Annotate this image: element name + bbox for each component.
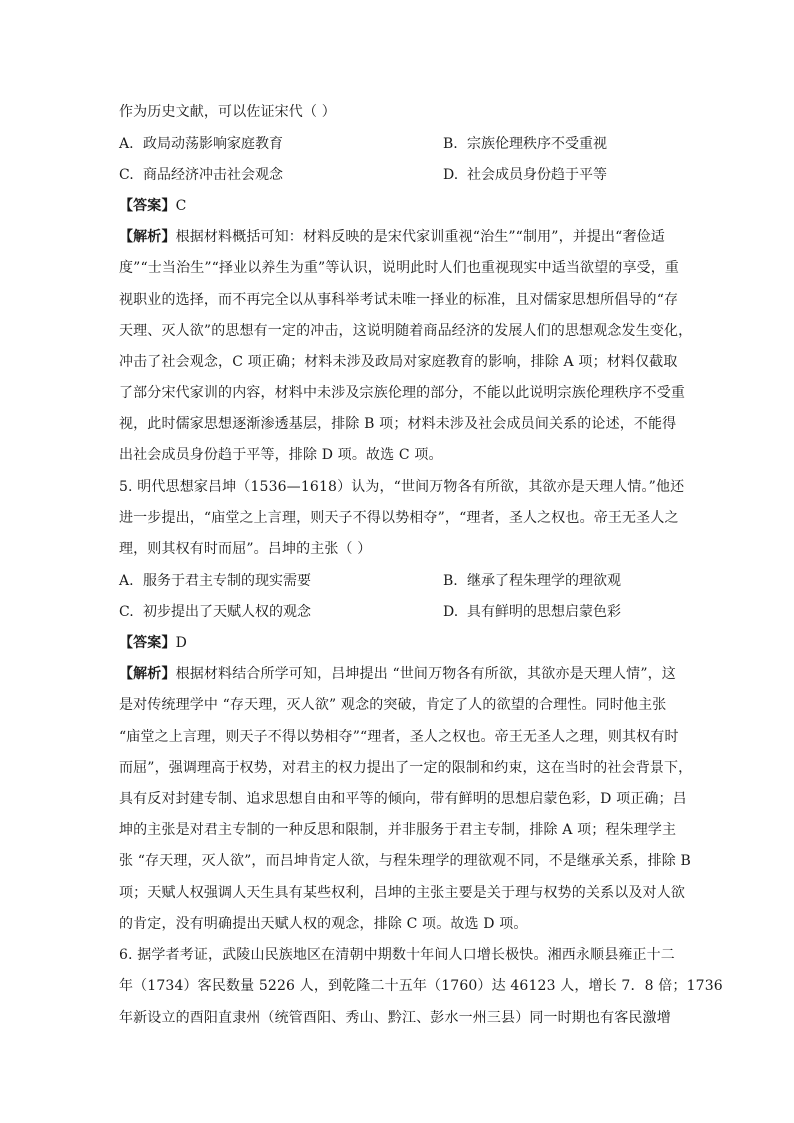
q5-analysis-line-7: 张 “存天理，灭人欲”，而吕坤肯定人欲，与程朱理学的理欲观不同，不是继承关系，排除 B [119, 853, 691, 869]
option-text: 社会成员身份趋于平等 [467, 167, 607, 183]
q4-answer [119, 197, 186, 215]
option-text: 服务于君主专制的现实需要 [143, 573, 311, 589]
option-letter: A. [119, 136, 134, 152]
option-letter: D. [443, 604, 459, 620]
q4-analysis-line-6: 了部分宋代家训的内容，材料中未涉及宗族伦理的部分，不能以此说明宗族伦理秩序不受重 [119, 385, 685, 401]
q5-option-d[interactable] [443, 603, 621, 621]
q5-analysis-line-2: 是对传统理学中 “存天理，灭人欲” 观念的突破，肯定了人的欲望的合理性。同时他主张 [119, 697, 667, 713]
q4-analysis-line-1 [119, 228, 665, 246]
q6-stem-line-1: 6. 据学者考证，武陵山民族地区在清朝中期数十年间人口增长极快。湘西永顺县雍正十二 [119, 947, 675, 963]
option-letter: D. [443, 167, 459, 183]
q5-stem-line-3: 理，则其权有时而屈”。吕坤的主张（ ） [119, 541, 372, 557]
q5-analysis-line-9: 的肯定，没有明确提出天赋人权的观念，排除 C 项。故选 D 项。 [119, 916, 528, 932]
q5-option-b[interactable] [443, 572, 621, 590]
q5-analysis-line-5: 具有反对封建专制、追求思想自由和平等的倾向，带有鲜明的思想启蒙色彩，D 项正确；吕 [119, 791, 687, 807]
q4-analysis-line-5: 冲击了社会观念，C 项正确；材料未涉及政局对家庭教育的影响，排除 A 项；材料仅截取 [119, 354, 678, 370]
option-letter: C. [119, 604, 134, 620]
option-text: 初步提出了天赋人权的观念 [143, 604, 311, 620]
q5-stem-line-1: 5. 明代思想家吕坤（1536—1618）认为，“世间万物各有所欲，其欲亦是天理人情。”他还 [119, 479, 685, 495]
option-text: 政局动荡影响家庭教育 [143, 136, 283, 152]
option-text: 具有鲜明的思想启蒙色彩 [467, 604, 621, 620]
q5-analysis-line-4: 而屈”，强调理高于权势，对君主的权力提出了一定的限制和约束，这在当时的社会背景下， [119, 760, 693, 776]
option-letter: A. [119, 573, 134, 589]
q5-option-c[interactable] [119, 603, 311, 621]
q5-stem-line-2: 进一步提出，“庙堂之上言理，则天子不得以势相夺”，“理者，圣人之权也。帝王无圣人之 [119, 510, 679, 526]
q6-stem-line-2: 年（1734）客民数量 5226 人，到乾隆二十五年（1760）达 46123 人，增长 7．8 倍；1736 [119, 978, 723, 994]
q5-option-a[interactable] [119, 572, 311, 590]
q4-stem-tail: 作为历史文献，可以佐证宋代（ ） [119, 104, 336, 120]
answer-tag: 【答案】 [119, 198, 176, 214]
q4-analysis-line-3: 视职业的选择，而不再完全以从事科举考试未唯一择业的标准，且对儒家思想所倡导的“存 [119, 292, 679, 308]
option-text: 继承了程朱理学的理欲观 [467, 573, 621, 589]
q5-analysis-line-8: 项；天赋人权强调人天生具有某些权利，吕坤的主张主要是关于理与权势的关系以及对人欲 [119, 885, 685, 901]
q5-analysis-line-1 [119, 665, 676, 683]
q4-option-c[interactable] [119, 166, 283, 184]
option-text: 商品经济冲击社会观念 [143, 167, 283, 183]
option-text: 宗族伦理秩序不受重视 [467, 136, 607, 152]
option-letter: B. [443, 573, 458, 589]
q5-answer [119, 634, 187, 652]
analysis-text: 根据材料概括可知：材料反映的是宋代家训重视“治生”“制用”，并提出“奢俭适 [175, 229, 665, 245]
option-letter: B. [443, 136, 458, 152]
analysis-text: 根据材料结合所学可知，吕坤提出 “世间万物各有所欲，其欲亦是天理人情”，这 [175, 666, 676, 682]
answer-value: C [175, 198, 187, 214]
answer-tag: 【答案】 [119, 635, 176, 651]
analysis-tag: 【解析】 [119, 666, 176, 682]
q6-stem-line-3: 年新设立的酉阳直隶州（统管酉阳、秀山、黔江、彭水一州三县）同一时期也有客民激增 [119, 1010, 671, 1026]
option-letter: C. [119, 167, 134, 183]
q4-analysis-line-8: 出社会成员身份趋于平等，排除 D 项。故选 C 项。 [119, 447, 443, 463]
q4-analysis-line-4: 天理、灭人欲”的思想有一定的冲击，这说明随着商品经济的发展人们的思想观念发生变化， [119, 323, 693, 339]
q5-analysis-line-3: “庙堂之上言理，则天子不得以势相夺”“理者，圣人之权也。帝王无圣人之理，则其权有时 [119, 729, 679, 745]
q4-option-d[interactable] [443, 166, 607, 184]
q4-option-b[interactable] [443, 135, 607, 153]
q4-analysis-line-2: 度”“士当治生”“择业以养生为重”等认识，说明此时人们也重视现实中适当欲望的享受，重 [119, 260, 680, 276]
analysis-tag: 【解析】 [119, 229, 176, 245]
q4-analysis-line-7: 视，此时儒家思想逐渐渗透基层，排除 B 项；材料未涉及社会成员间关系的论述，不能得 [119, 416, 677, 432]
answer-value: D [175, 635, 187, 651]
q5-analysis-line-6: 坤的主张是对君主专制的一种反思和限制，并非服务于君主专制，排除 A 项；程朱理学主 [119, 822, 677, 838]
q4-option-a[interactable] [119, 135, 283, 153]
